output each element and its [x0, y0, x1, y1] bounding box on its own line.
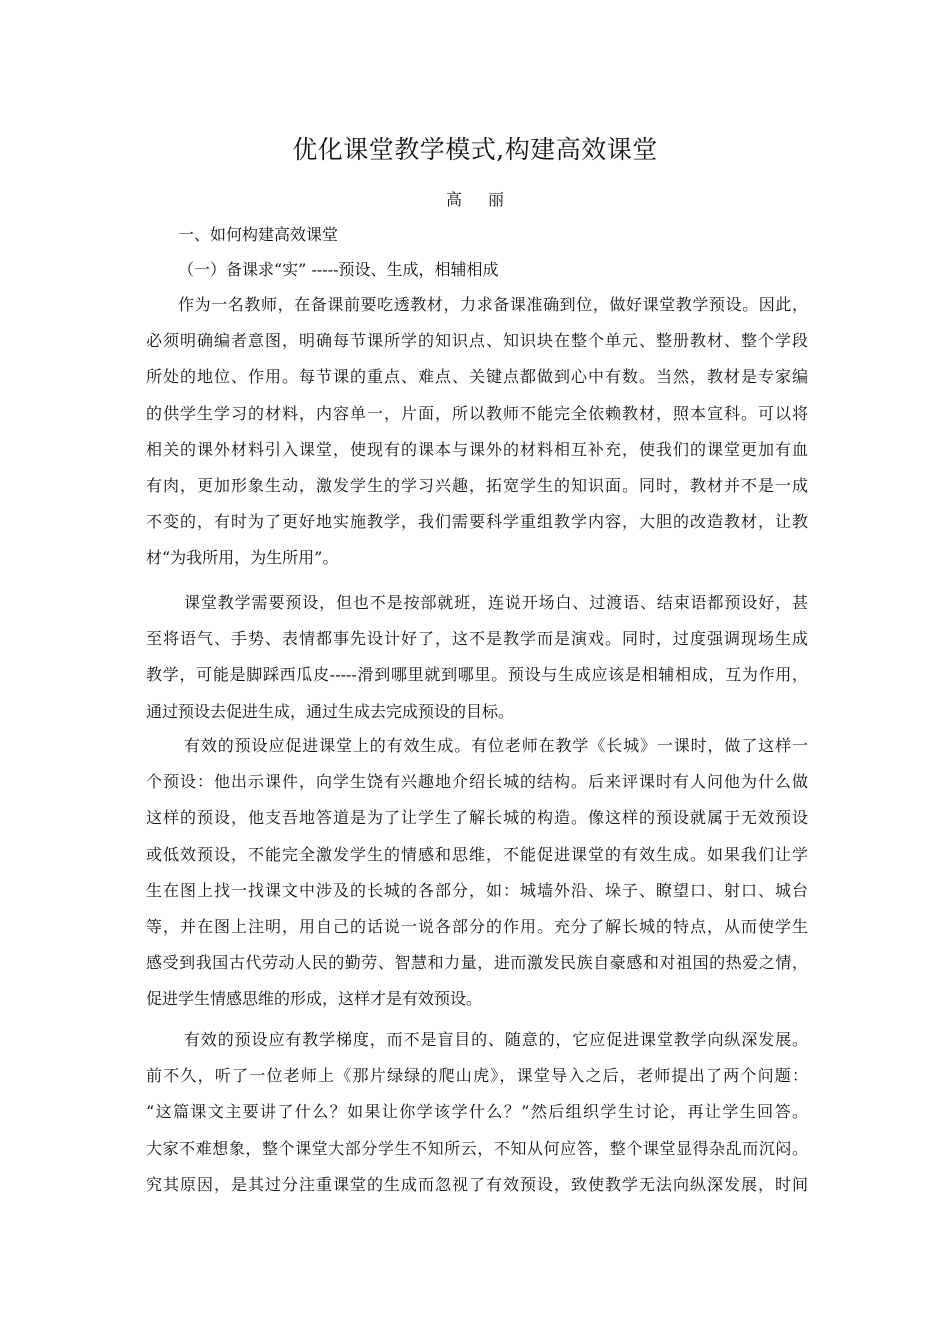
document-title: 优化课堂教学模式,构建高效课堂 — [292, 135, 658, 164]
paragraph-line: 作为一名教师，在备课前要吃透教材，力求备课准确到位，做好课堂教学预设。因此， — [178, 295, 808, 314]
paragraph-line: 所处的地位、作用。每节课的重点、难点、关键点都做到心中有数。当然，教材是专家编 — [146, 367, 808, 387]
subsection-heading: （一）备课求“实” -----预设、生成，相辅相成 — [178, 260, 499, 279]
paragraph-2 — [146, 585, 808, 730]
paragraph-line: 教学，可能是脚踩西瓜皮-----滑到哪里就到哪里。预设与生成应该是相辅相成，互为作用， — [146, 665, 808, 685]
paragraph-line: 促进学生情感思维的形成，这样才是有效预设。 — [146, 989, 483, 1009]
paragraph-line: 必须明确编者意图，明确每节课所学的知识点、知识块在整个单元、整册教材、整个学段 — [146, 331, 808, 351]
paragraph-line: 课堂教学需要预设，但也不是按部就班，连说开场白、过渡语、结束语都预设好，甚 — [184, 593, 808, 612]
paragraph-1 — [146, 287, 808, 577]
paragraph-line: 有效的预设应有教学梯度，而不是盲目的、随意的，它应促进课堂教学向纵深发展。 — [184, 1030, 808, 1049]
paragraph-3 — [146, 728, 808, 1018]
section-heading: 一、如何构建高效课堂 — [178, 225, 339, 244]
paragraph-line: “这篇课文主要讲了什么？如果让你学该学什么？”然后组织学生讨论，再让学生回答。 — [146, 1102, 808, 1122]
paragraph-line: 个预设：他出示课件，向学生饶有兴趣地介绍长城的结构。后来评课时有人问他为什么做 — [146, 772, 808, 792]
author-family: 丽 — [488, 190, 505, 209]
paragraph-line: 有肉，更加形象生动，激发学生的学习兴趣，拓宽学生的知识面。同时，教材并不是一成 — [146, 475, 808, 495]
paragraph-line: 感受到我国古代劳动人民的勤劳、智慧和力量，进而激发民族自豪感和对祖国的热爱之情， — [146, 953, 808, 973]
paragraph-4 — [146, 1022, 808, 1203]
paragraph-line: 大家不难想象，整个课堂大部分学生不知所云，不知从何应答，整个课堂显得杂乱而沉闷。 — [146, 1138, 808, 1158]
paragraph-line: 不变的，有时为了更好地实施教学，我们需要科学重组教学内容，大胆的改造教材，让教 — [146, 512, 808, 532]
paragraph-line: 等，并在图上注明，用自己的话说一说各部分的作用。充分了解长城的特点，从而使学生 — [146, 916, 808, 936]
paragraph-line: 有效的预设应促进课堂上的有效生成。有位老师在教学《长城》一课时，做了这样一 — [184, 736, 808, 755]
paragraph-line: 前不久，听了一位老师上《那片绿绿的爬山虎》，课堂导入之后，老师提出了两个问题： — [146, 1066, 808, 1086]
paragraph-line: 相关的课外材料引入课堂，使现有的课本与课外的材料相互补充，使我们的课堂更加有血 — [146, 439, 808, 459]
paragraph-line: 材“为我所用，为生所用”。 — [146, 548, 339, 568]
paragraph-line: 通过预设去促进生成，通过生成去完成预设的目标。 — [146, 701, 515, 721]
paragraph-line: 至将语气、手势、表情都事先设计好了，这不是教学而是演戏。同时，过度强调现场生成 — [146, 629, 808, 649]
document-author — [0, 188, 950, 212]
paragraph-line: 这样的预设，他支吾地答道是为了让学生了解长城的构造。像这样的预设就属于无效预设 — [146, 808, 808, 828]
paragraph-line: 生在图上找一找课文中涉及的长城的各部分，如：城墙外沿、垛子、瞭望口、射口、城台 — [146, 880, 808, 900]
paragraph-line: 或低效预设，不能完全激发学生的情感和思维，不能促进课堂的有效生成。如果我们让学 — [146, 844, 808, 864]
paragraph-line: 究其原因，是其过分注重课堂的生成而忽视了有效预设，致使教学无法向纵深发展，时间 — [146, 1174, 808, 1194]
paragraph-line: 的供学生学习的材料，内容单一，片面，所以教师不能完全依赖教材，照本宣科。可以将 — [146, 403, 808, 423]
author-given: 高 — [445, 190, 462, 209]
